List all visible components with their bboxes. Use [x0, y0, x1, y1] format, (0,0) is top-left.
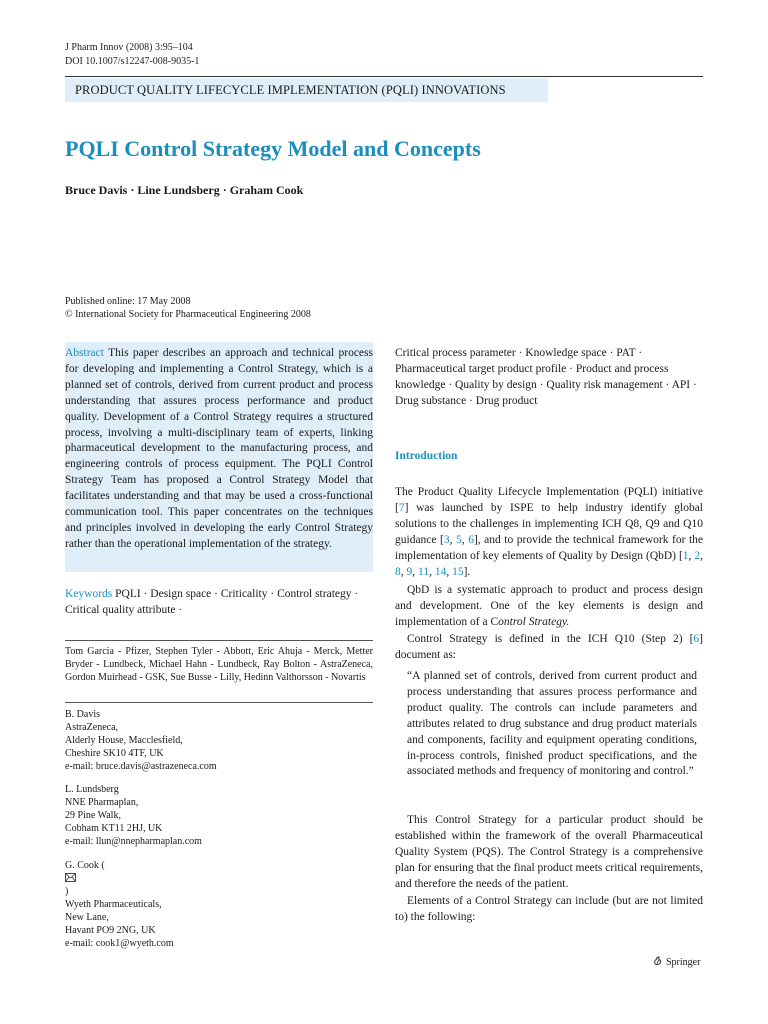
keywords-label: Keywords: [65, 588, 113, 600]
copyright-notice: © International Society for Pharmaceutical Engineering 2008: [65, 309, 311, 320]
citation-link[interactable]: 9: [406, 565, 413, 578]
text-run: ].: [463, 565, 471, 578]
address-name-close: ): [65, 886, 69, 897]
keywords-list: PQLI · Design space · Criticality · Control strategy · Critical quality attribute ·: [65, 588, 359, 616]
keywords: [65, 587, 373, 619]
citation-link[interactable]: 5: [456, 533, 462, 546]
citation-link[interactable]: 7: [398, 501, 405, 514]
abstract: [65, 346, 373, 553]
intro-paragraph-3: [395, 632, 703, 664]
citation-link[interactable]: 8: [395, 565, 401, 578]
text-run: ] was launched by ISPE to help industry identify global solutions to the challenges in implementing ICH Q8, Q9 and Q10 guidance [: [395, 501, 703, 546]
abstract-body: This paper describes an approach and technical process for developing and implementing a Control Strategy, which is a planned set of controls, derived from current product and process understanding that assures process performance and product quality. Development of a Control Strategy requires a structured process, involving a multi-disciplinary team of experts, linking pharmaceutical development to the manufacturing process, and engineering controls of process equipment. The PQLI Control Strategy Team has proposed a Control Strategy Model that facilitates understanding and that may be used a cross-functional communication tool. This paper concentrates on the techniques and principles involved in developing the early Control Strategy rather than the operational implementation of the strategy.: [65, 347, 373, 550]
footnote-rule: [65, 640, 373, 641]
email-lundsberg[interactable]: e-mail: llun@nnepharmaplan.com: [65, 836, 202, 847]
keywords-continued: Critical process parameter · Knowledge space · PAT · Pharmaceutical target product profile · Product and process knowledge · Quality by design · Quality risk management · API · Drug substance · Drug product: [395, 347, 697, 407]
text-run: QbD is a systematic approach to product and process design and development. One of the key elements is design and implementation of a C: [395, 584, 703, 628]
address-name: [65, 859, 365, 898]
text-run: ,: [461, 533, 469, 546]
citation-link[interactable]: 6: [468, 533, 474, 546]
citation-link[interactable]: 15: [452, 565, 464, 578]
citation-link[interactable]: 1: [682, 549, 689, 562]
text-run: ,: [700, 549, 703, 562]
contributors-note: Tom Garcia - Pfizer, Stephen Tyler - Abbott, Eric Ahuja - Merck, Metter Bryder - Lundbeck, Michael Hahn - Lundbeck, Ray Bolton - AstraZeneca, Gordon Muirhead - GSK, Sue Busse - Lilly, Hedinn Valthorsson - Novartis: [65, 646, 373, 683]
text-run: ,: [449, 533, 457, 546]
intro-paragraph-2: [395, 583, 703, 631]
address-line: Alderly House, Macclesfield,: [65, 735, 183, 746]
address-line: AstraZeneca,: [65, 722, 119, 733]
text-run: ,: [412, 565, 418, 578]
publisher-name: Springer: [666, 957, 701, 968]
citation-link[interactable]: 2: [694, 549, 701, 562]
text-run: ,: [688, 549, 695, 562]
email-davis[interactable]: e-mail: bruce.davis@astrazeneca.com: [65, 761, 217, 772]
author-list: Bruce Davis · Line Lundsberg · Graham Cook: [65, 183, 304, 197]
intro-paragraph-5: Elements of a Control Strategy can include (but are not limited to) the following:: [395, 895, 703, 923]
text-run: ,: [429, 565, 435, 578]
envelope-icon: [65, 873, 76, 882]
series-banner: PRODUCT QUALITY LIFECYCLE IMPLEMENTATION (PQLI) INNOVATIONS: [65, 78, 548, 102]
definition-quote: “A planned set of controls, derived from current product and process understanding that assures process performance and product quality. The controls can include parameters and attributes related to drug substance and drug product materials and components, facility and equipment operating conditions, in-process controls, finished product specifications, and the associated methods and frequency of monitoring and control.”: [407, 670, 697, 778]
springer-logo-icon: [653, 956, 663, 966]
text-run: Control Strategy is defined in the ICH Q10 (Step 2) [: [407, 633, 694, 645]
address-line: Cheshire SK10 4TF, UK: [65, 748, 164, 759]
address-name: L. Lundsberg: [65, 784, 119, 795]
address-name: B. Davis: [65, 709, 100, 720]
text-run: ,: [400, 565, 407, 578]
address-line: Havant PO9 2NG, UK: [65, 925, 156, 936]
address-davis: [65, 708, 365, 773]
text-run-italic: ontrol Strategy.: [498, 615, 570, 628]
journal-reference: J Pharm Innov (2008) 3:95–104: [65, 42, 193, 53]
address-line: New Lane,: [65, 912, 109, 923]
introduction-heading: Introduction: [395, 450, 458, 462]
intro-paragraph-4: This Control Strategy for a particular product should be established within the framework of the overall Pharmaceutical Quality System (PQS). The Control Strategy is a comprehensive plan for ensuring that the final product meets critical requirements, and therefore the needs of the patient.: [395, 814, 703, 890]
address-line: Cobham KT11 2HJ, UK: [65, 823, 163, 834]
text-run: The Product Quality Lifecycle Implementation (PQLI) initiative [: [395, 486, 703, 514]
publisher-mark: [653, 956, 700, 968]
citation-link[interactable]: 3: [443, 533, 450, 546]
publication-date: Published online: 17 May 2008: [65, 296, 191, 307]
address-line: 29 Pine Walk,: [65, 810, 121, 821]
address-line: Wyeth Pharmaceuticals,: [65, 899, 162, 910]
address-cook: [65, 859, 365, 950]
intro-paragraph-1: [395, 485, 703, 580]
text-run: ,: [446, 565, 453, 578]
citation-link[interactable]: 11: [418, 565, 430, 578]
address-lundsberg: [65, 783, 365, 848]
citation-link[interactable]: 14: [434, 565, 447, 578]
citation-link[interactable]: 6: [693, 633, 700, 645]
text-run: ], and to provide the technical framework for the implementation of key elements of Quality by Design (QbD) [: [395, 533, 704, 562]
abstract-label: Abstract: [65, 347, 104, 359]
header-rule: [65, 76, 703, 77]
address-name-text: G. Cook (: [65, 860, 105, 871]
doi[interactable]: DOI 10.1007/s12247-008-9035-1: [65, 56, 200, 67]
email-cook[interactable]: e-mail: cook1@wyeth.com: [65, 938, 174, 949]
address-rule: [65, 702, 373, 703]
article-title: PQLI Control Strategy Model and Concepts: [65, 136, 481, 161]
address-line: NNE Pharmaplan,: [65, 797, 139, 808]
text-run: ] document as:: [395, 633, 703, 661]
